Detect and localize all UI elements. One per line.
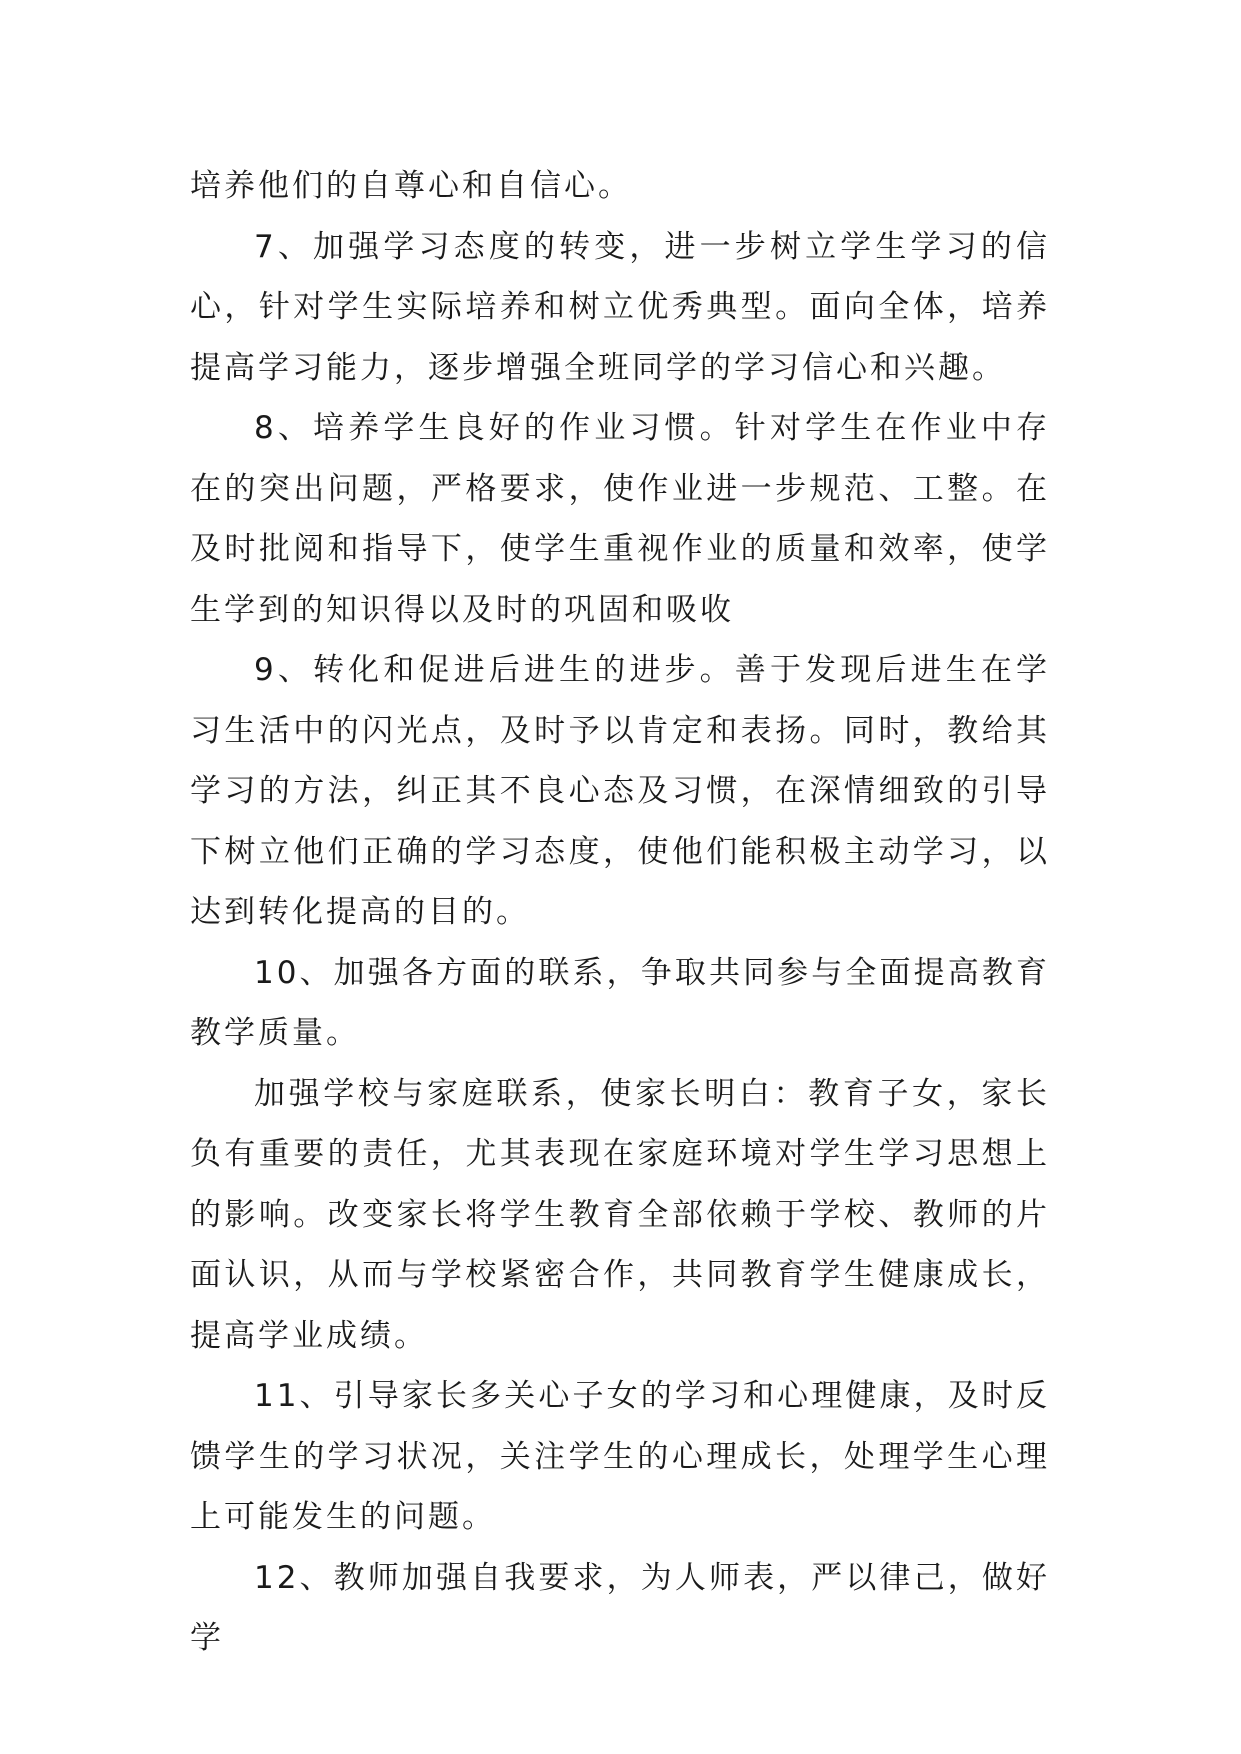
paragraph-item-11: 11、引导家长多关心子女的学习和心理健康，及时反馈学生的学习状况，关注学生的心理成长，处理学生心理上可能发生的问题。: [190, 1378, 1050, 1535]
paragraph-home-school: 加强学校与家庭联系，使家长明白：教育子女，家长负有重要的责任，尤其表现在家庭环境对学生学习思想上的影响。改变家长将学生教育全部依赖于学校、教师的片面认识，从而与学校紧密合作，共同教育学生健康成长，提高学业成绩。: [190, 1075, 1050, 1354]
paragraph-item-12: 12、教师加强自我要求，为人师表，严以律己，做好学: [190, 1559, 1050, 1656]
paragraph-item-7: 7、加强学习态度的转变，进一步树立学生学习的信心，针对学生实际培养和树立优秀典型。面向全体，培养提高学习能力，逐步增强全班同学的学习信心和兴趣。: [190, 228, 1050, 386]
paragraph-item-10: 10、加强各方面的联系，争取共同参与全面提高教育教学质量。: [190, 954, 1050, 1051]
paragraph-item-8: 8、培养学生良好的作业习惯。针对学生在作业中存在的突出问题，严格要求，使作业进一步规范、工整。在及时批阅和指导下，使学生重视作业的质量和效率，使学生学到的知识得以及时的巩固和吸收: [190, 410, 1050, 628]
paragraph-item-9: 9、转化和促进后进生的进步。善于发现后进生在学习生活中的闪光点，及时予以肯定和表扬。同时，教给其学习的方法，纠正其不良心态及习惯，在深情细致的引导下树立他们正确的学习态度，使他们能积极主动学习，以达到转化提高的目的。: [190, 652, 1050, 930]
document-body: [190, 156, 1050, 1669]
paragraph-continuation: 培养他们的自尊心和自信心。: [190, 168, 632, 204]
